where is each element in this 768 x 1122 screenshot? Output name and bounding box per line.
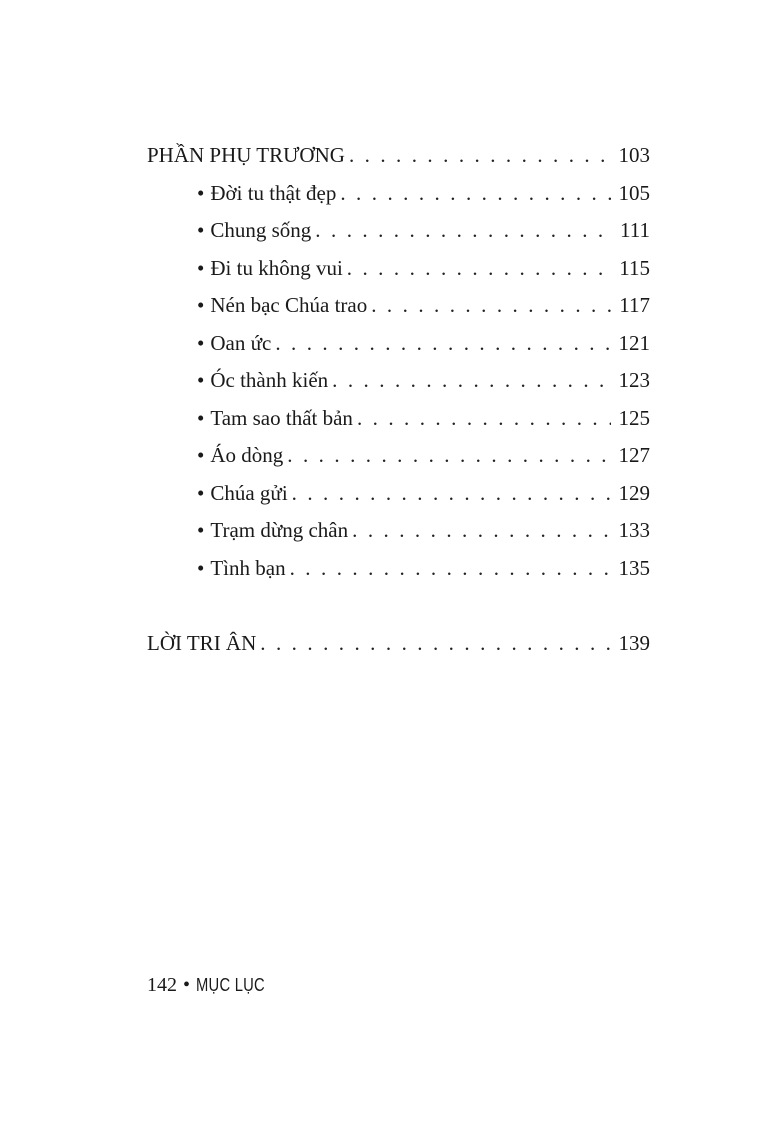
toc-subentry[interactable] [147,365,650,403]
bullet-icon: • [197,218,205,242]
toc-subentry[interactable] [147,403,650,441]
section-spacer [147,590,650,628]
toc-subentry-title: Đi tu không vui [210,255,343,280]
toc-entry-title: PHẦN PHỤ TRƯƠNG [147,143,345,167]
dot-leader [292,478,611,508]
bullet-icon: • [197,368,205,392]
toc-subentry[interactable] [147,478,650,516]
bullet-icon: • [197,405,205,430]
toc-subentry-page: 115 [619,255,650,280]
toc-subentry-title: Áo dòng [210,443,284,467]
toc-subentry-title: Chúa gửi [210,480,288,505]
dot-leader [290,553,611,583]
toc-subentry-title: Tình bạn [210,555,286,580]
footer-page-number: 142 [147,974,177,996]
toc-subentry-title: Trạm dừng chân [210,518,349,542]
toc-entry-appendix[interactable] [147,140,650,178]
toc-subentry-title: Tam sao thất bản [210,405,353,430]
toc-subentry-page: 123 [618,368,650,392]
toc-subentry-page: 121 [618,330,650,355]
footer-separator: • [183,974,191,996]
toc-subentry-page: 133 [618,518,650,542]
toc-subentry-page: 111 [620,218,650,242]
toc-subentry[interactable] [147,290,650,328]
dot-leader [347,253,611,283]
toc-subentry-page: 117 [619,293,650,317]
toc-subentry-title: Nén bạc Chúa trao [210,293,368,317]
dot-leader [287,440,610,470]
bullet-icon: • [197,330,205,355]
toc-subentry[interactable] [147,215,650,253]
dot-leader [260,628,610,658]
dot-leader [352,515,610,545]
toc-subentry[interactable] [147,328,650,366]
toc-subentry[interactable] [147,178,650,216]
toc-subentry-title: Oan ức [210,330,272,355]
toc-subentry-page: 125 [618,405,650,430]
toc-subentry[interactable] [147,253,650,291]
dot-leader [349,140,611,170]
toc-entry-title: LỜI TRI ÂN [147,631,257,655]
toc-entry-page: 103 [618,143,650,167]
toc-subentry-page: 135 [618,555,650,580]
toc-subentry[interactable] [147,440,650,478]
bullet-icon: • [197,180,205,205]
bullet-icon: • [197,480,205,505]
toc-subentry[interactable] [147,553,650,591]
bullet-icon: • [197,255,205,280]
dot-leader [357,403,611,433]
toc-subentry-page: 129 [618,480,650,505]
bullet-icon: • [197,293,205,317]
toc-subentry-page: 127 [618,443,650,467]
toc-subentry-title: Óc thành kiến [210,368,329,392]
bullet-icon: • [197,443,205,467]
bullet-icon: • [197,518,205,542]
page-footer [147,970,280,1000]
footer-section-title: MỤC LỤC [196,975,265,995]
toc-entry-page: 139 [618,631,650,655]
toc-subentry-title: Đời tu thật đẹp [210,180,337,205]
dot-leader [332,365,610,395]
toc-entry-acknowledgement[interactable] [147,628,650,666]
dot-leader [340,178,610,208]
dot-leader [371,290,611,320]
table-of-contents [147,140,650,666]
dot-leader [315,215,612,245]
toc-subentry-page: 105 [618,180,650,205]
toc-subentry[interactable] [147,515,650,553]
toc-subentry-title: Chung sống [210,218,312,242]
bullet-icon: • [197,555,205,580]
dot-leader [275,328,610,358]
